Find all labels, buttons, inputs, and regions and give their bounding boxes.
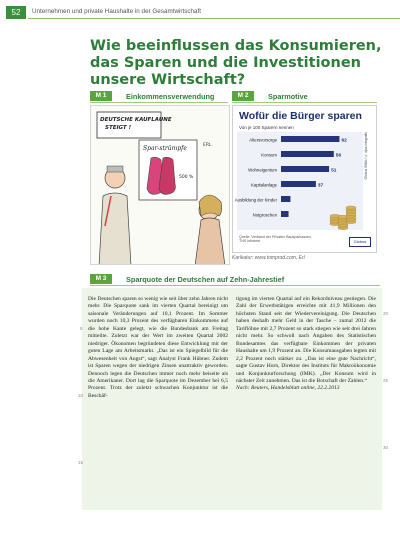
cartoon-illustration — [90, 105, 230, 265]
line-number: 25 — [383, 378, 389, 383]
chart-subtitle: Von je 100 Sparern nennen — [239, 125, 294, 130]
article-source: Nach: Reuters, Handelsblatt online, 22.2.2013 — [236, 385, 340, 392]
line-number: 5 — [80, 326, 83, 331]
cartoon-caption: Karikatur: www.tomprod.com, Erl — [232, 255, 305, 261]
cartoon-sign-text: DEUTSCHE KAUFLAUNE STEIGT ! — [100, 117, 172, 131]
chart-source: Quelle: Verband der Privaten Bausparkassen, TNS Infratest — [239, 235, 312, 244]
chart-bar — [281, 151, 334, 157]
chart-category-label: Notgroschen — [252, 212, 277, 218]
page-header — [0, 0, 400, 24]
price-tag: 500 % — [179, 175, 194, 180]
chart-value-label: 37 — [317, 183, 324, 189]
section-label-m3 — [90, 273, 284, 285]
chart-side-note: Globus 5584 / © dpa-infografik — [364, 132, 368, 180]
chart-logo: Globus — [349, 237, 371, 247]
cartoon-signature: ERL — [203, 143, 212, 148]
chart-bar — [281, 196, 290, 202]
chart-bar — [281, 166, 329, 172]
m3-rule — [90, 285, 380, 286]
cartoon-drawing — [91, 106, 230, 265]
line-number: 15 — [78, 460, 84, 465]
chart-bar — [281, 136, 339, 142]
m1-title: Einkommensverwendung — [126, 91, 215, 101]
chart-category-label: Konsum — [261, 152, 277, 158]
article-column-left — [88, 296, 228, 400]
article-column-right — [236, 296, 376, 393]
chart-category-label: Kapitalanlage — [250, 182, 277, 188]
m2-badge: M 2 — [232, 91, 254, 101]
chart-category-label: Ausbildung der Kinder — [234, 197, 277, 203]
section-label-m2 — [232, 90, 308, 102]
m2-rule — [232, 102, 377, 103]
chart-category-label: Wohneigentum — [248, 167, 277, 173]
coin-stack-icon — [346, 206, 356, 209]
page-number: 52 — [6, 6, 26, 19]
chart-bar — [281, 211, 289, 217]
m3-badge: M 3 — [90, 274, 112, 284]
article-paragraph: Die Deutschen sparen so wenig wie seit über zehn Jahren nicht mehr. Die Sparquote sank im vierten Quartal bereinigt um saisonale Veränderungen auf 10,1 Prozent. Im Sommer wurden noch 10,3 Prozent des verfügbaren Einkommens auf die hohe Kante gelegt, wie die Bundesbank am Freitag mitteilte. Zuletzt war der Wert im zweiten Quartal 2002 niedriger. Ökonomen begründeten diese Entwicklung mit der guten Lage am Arbeitsmarkt. „Das ist ein Spiegelbild für die Abwesenheit von Angst“, sagt Analyst Frank Hübner. Zudem ist Sparen wegen der niedrigen Zinsen unattraktiv geworden. Dennoch legen die Deutschen immer noch mehr beiseite als die Amerikaner. Dort lag die Sparquote im Dezember bei 6,5 Prozent. Trotz der zuletzt schwachen Konjunktur ist die Beschäf- — [88, 296, 228, 399]
m1-rule — [90, 102, 228, 103]
article-paragraph: tigung im vierten Quartal auf ein Rekordniveau gestiegen. Die Zahl der Erwerbstätigen erreichte mit 41,9 Millionen den höchsten Stand seit der Wiedervereinigung. Die Deutschen haben deshalb mehr Geld in der Tasche – zumal 2012 die Tariflöhne mit 2,7 Prozent so stark stiegen wie seit drei Jahren nicht mehr. So schwoll nach Angaben des Statistischen Bundesamtes das verfügbare Einkommen der privaten Haushalte um 1,9 Prozent an. Die Konsumausgaben legten mit 2,2 Prozent noch stärker zu. „Das ist eine gute Nachricht“, sagte Gustav Horn, Direktor des Instituts für Makroökonomie und Konjunkturforschung (IMK). „Der Konsum wird in nächster Zeit zunehmen. Das ist die Botschaft der Zahlen.“ — [236, 296, 376, 384]
m2-title: Sparmotive — [268, 91, 308, 101]
line-number: 30 — [383, 445, 389, 450]
chart-title: Wofür die Bürger sparen — [239, 110, 362, 122]
header-rule — [28, 18, 400, 19]
chart-category-label: Altersvorsorge — [249, 137, 277, 143]
m3-title: Sparquote der Deutschen auf Zehn-Jahrestief — [126, 274, 285, 284]
savings-chart — [232, 105, 377, 253]
sock-label: Spar-strümpfe — [143, 145, 187, 152]
chart-bar — [281, 181, 316, 187]
line-number: 10 — [78, 393, 84, 398]
section-label-m1 — [90, 90, 214, 102]
page-title: Wie beeinflussen das Konsumieren, das Sparen und die Investitionen unsere Wirtschaft? — [90, 38, 382, 88]
m1-badge: M 1 — [90, 91, 112, 101]
chart-value-label: 62 — [341, 138, 347, 144]
running-head: Unternehmen und private Haushalte in der Gesamtwirtschaft — [32, 8, 202, 15]
line-number: 20 — [383, 311, 389, 316]
chart-value-label: 56 — [335, 153, 342, 159]
chart-value-label: 51 — [331, 168, 337, 174]
